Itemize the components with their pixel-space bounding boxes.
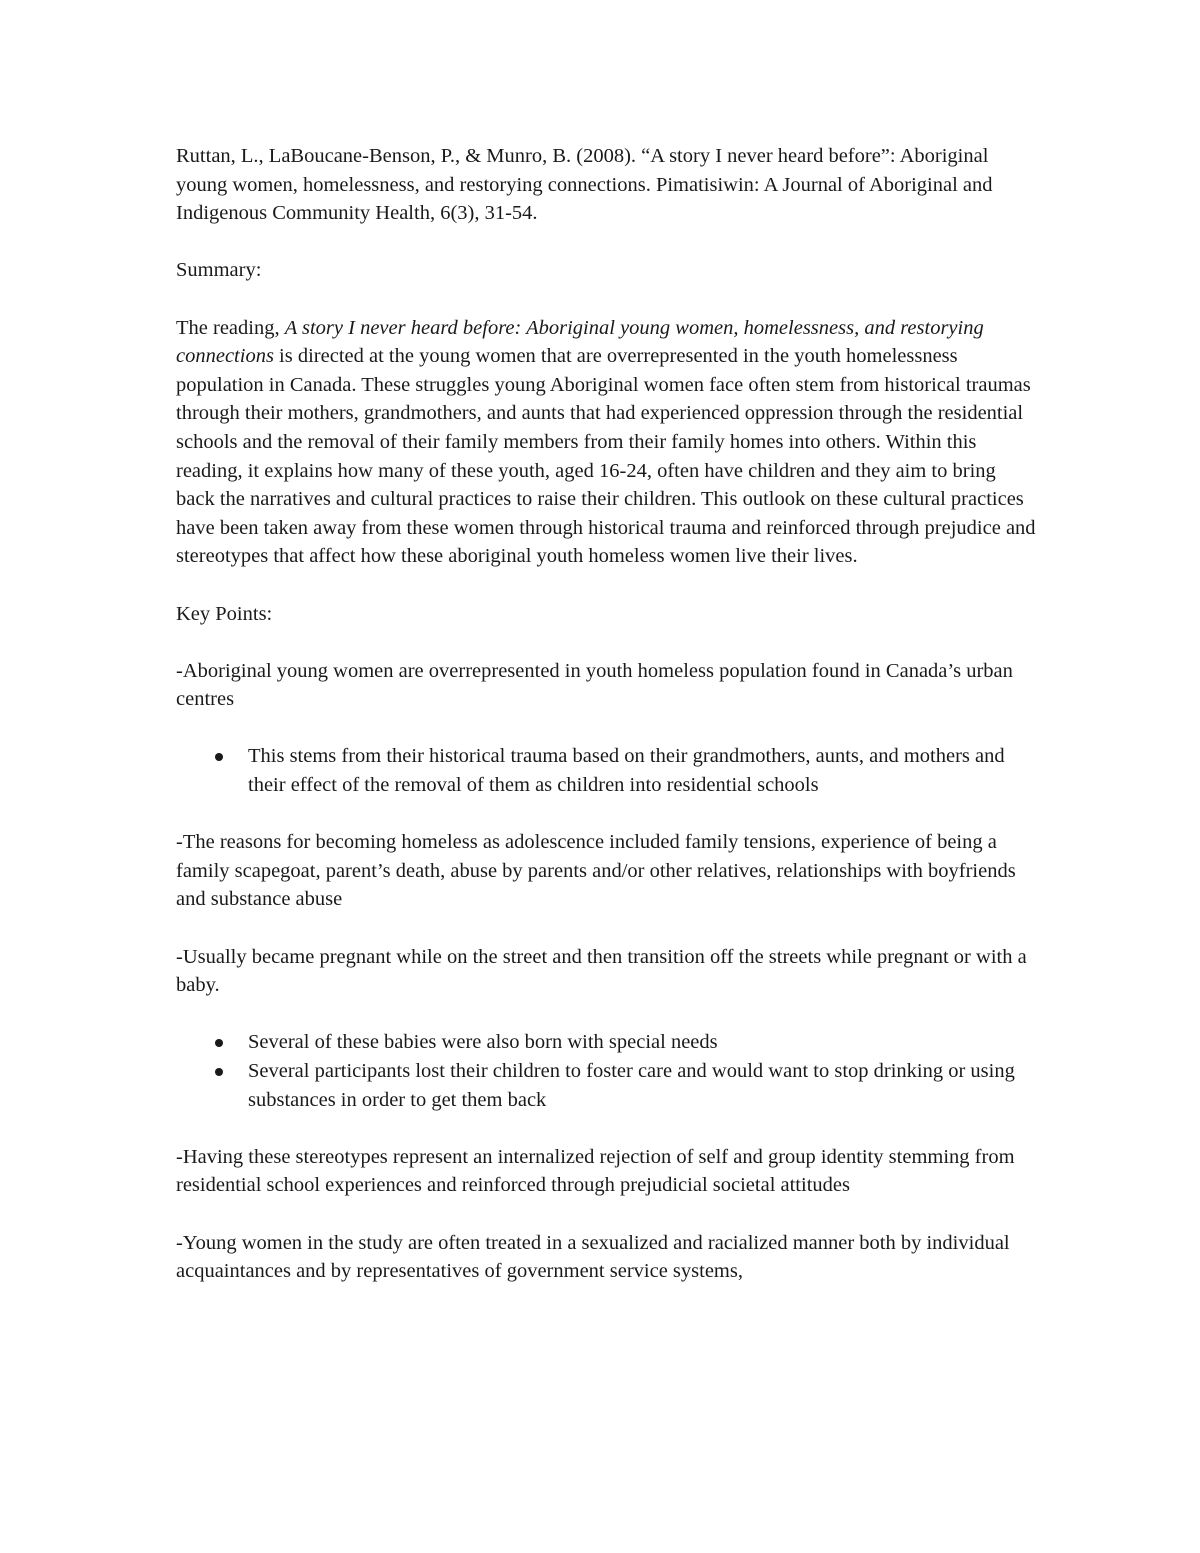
key-point-3-bullets <box>176 1028 1036 1114</box>
list-item <box>248 1057 1036 1114</box>
citation: Ruttan, L., LaBoucane-Benson, P., & Munro, B. (2008). “A story I never heard before”: Aboriginal young women, homelessness, and restorying connections. Pimatisiwin: A Journal of Aboriginal and Indigenous Community Health, 6(3), 31-54. <box>176 145 993 225</box>
bullet-icon <box>215 1068 223 1076</box>
summary-heading: Summary: <box>176 259 262 282</box>
key-point-5: -Young women in the study are often treated in a sexualized and racialized manner both by individual acquaintances and by representatives of government service systems, <box>176 1231 1010 1283</box>
key-point-1: -Aboriginal young women are overrepresented in youth homeless population found in Canada’s urban centres <box>176 659 1013 711</box>
key-point-3: -Usually became pregnant while on the street and then transition off the streets while pregnant or with a baby. <box>176 945 1027 997</box>
summary-intro: The reading, <box>176 316 285 339</box>
bullet-icon <box>215 753 223 761</box>
reading-title: A story I never heard before: Aboriginal young women, homelessness, and restorying connections <box>176 316 984 368</box>
summary-paragraph <box>176 314 1036 571</box>
list-item <box>248 742 1036 799</box>
document-page <box>176 142 1036 1286</box>
bullet-text: Several of these babies were also born with special needs <box>248 1031 718 1054</box>
key-point-1-bullets <box>176 742 1036 799</box>
key-point-4: -Having these stereotypes represent an internalized rejection of self and group identity stemming from residential school experiences and reinforced through prejudicial societal attitudes <box>176 1145 1015 1197</box>
key-point-2: -The reasons for becoming homeless as adolescence included family tensions, experience of being a family scapegoat, parent’s death, abuse by parents and/or other relatives, relationships with boyfriends and substance abuse <box>176 831 1016 911</box>
summary-body: is directed at the young women that are overrepresented in the youth homelessness population in Canada. These struggles young Aboriginal women face often stem from historical traumas through their mothers, grandmothers, and aunts that had experienced oppression through the residential schools and the removal of their family members from their family homes into others. Within this reading, it explains how many of these youth, aged 16-24, often have children and they aim to bring back the narratives and cultural practices to raise their children. This outlook on these cultural practices have been taken away from these women through historical trauma and reinforced through prejudice and stereotypes that affect how these aboriginal youth homeless women live their lives. <box>176 345 1036 568</box>
key-points-heading: Key Points: <box>176 602 273 625</box>
list-item <box>248 1028 1036 1057</box>
bullet-text: This stems from their historical trauma based on their grandmothers, aunts, and mothers and their effect of the removal of them as children into residential schools <box>248 745 1005 797</box>
bullet-text: Several participants lost their children to foster care and would want to stop drinking or using substances in order to get them back <box>248 1060 1015 1111</box>
bullet-icon <box>215 1039 223 1047</box>
